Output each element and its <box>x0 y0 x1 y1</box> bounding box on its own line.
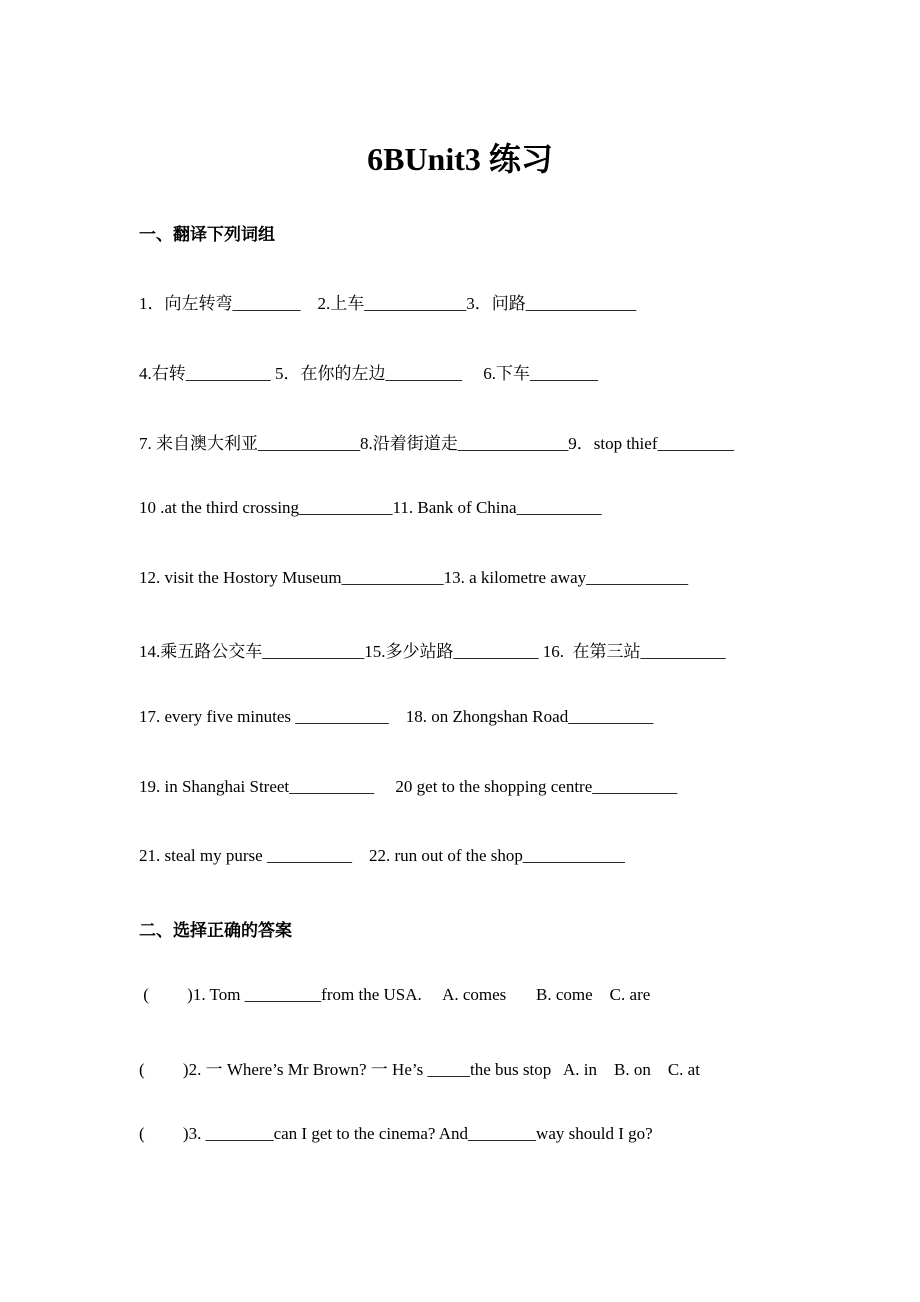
choice-question-1: ( )1. Tom _________from the USA. A. comes B. come C. are <box>139 985 651 1004</box>
translate-line-2: 4.右转__________ 5．在你的左边_________ 6.下车________ <box>139 364 598 383</box>
section-heading-translate: 一、翻译下列词组 <box>139 225 275 245</box>
translate-line-3: 7. 来自澳大利亚____________8.沿着街道走_____________9．stop thief_________ <box>139 434 734 453</box>
translate-line-5: 12. visit the Hostory Museum____________13. a kilometre away____________ <box>139 568 689 587</box>
translate-line-1: 1．向左转弯________ 2.上车____________3．问路_____________ <box>139 294 637 313</box>
choice-question-3: ( )3. ________can I get to the cinema? And________way should I go? <box>139 1124 653 1143</box>
translate-line-8: 19. in Shanghai Street__________ 20 get to the shopping centre__________ <box>139 777 678 796</box>
translate-line-6: 14.乘五路公交车____________15.多少站路__________ 16. 在第三站__________ <box>139 642 726 661</box>
translate-line-4: 10 .at the third crossing___________11. Bank of China__________ <box>139 498 602 517</box>
translate-line-7: 17. every five minutes ___________ 18. on Zhongshan Road__________ <box>139 707 654 726</box>
section-heading-choice: 二、选择正确的答案 <box>139 921 292 941</box>
page-title: 6BUnit3 练习 <box>367 141 553 177</box>
translate-line-9: 21. steal my purse __________ 22. run out of the shop____________ <box>139 846 625 865</box>
choice-question-2: ( )2. 一 Where’s Mr Brown? 一 He’s _____the bus stop A. in B. on C. at <box>139 1060 700 1079</box>
